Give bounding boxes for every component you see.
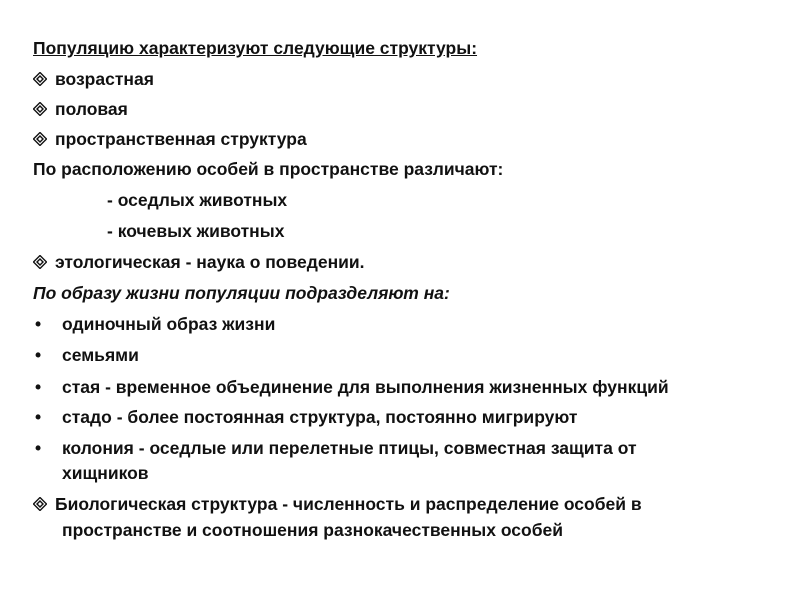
ornamental-diamond-icon [33,255,47,269]
ornamental-diamond-icon [33,72,47,86]
ornamental-diamond-icon [33,497,47,511]
bullet-dot: • [35,345,42,365]
bullet-dot: • [35,377,42,397]
structure-item-ethological [33,251,365,273]
lifestyle-item: стадо - более постоянная структура, постоянно мигрируют [62,407,578,427]
structure-item-age [33,68,154,90]
biological-structure-line1 [33,493,642,515]
bullet-dot: • [35,407,42,427]
page-title: Популяцию характеризуют следующие структуры: [33,38,478,58]
spatial-intro: По расположению особей в пространстве различают: [33,159,504,179]
structure-label: половая [55,99,128,119]
bullet-dot: • [35,438,42,458]
structure-label: этологическая - наука о поведении. [55,252,365,272]
lifestyle-item-colony-line1: колония - оседлые или перелетные птицы, совместная защита от [62,438,637,458]
spatial-type-nomadic: - кочевых животных [107,221,285,241]
lifestyle-item: стая - временное объединение для выполнения жизненных функций [62,377,669,397]
lifestyle-item-colony-line2: хищников [62,463,149,483]
bullet-dot: • [35,314,42,334]
lifestyle-intro: По образу жизни популяции подразделяют на: [33,283,450,303]
structure-item-sex [33,98,128,120]
biological-structure-line2: пространстве и соотношения разнокачественных особей [62,520,564,540]
ornamental-diamond-icon [33,132,47,146]
ornamental-diamond-icon [33,102,47,116]
structure-label: Биологическая структура - численность и распределение особей в [55,494,642,514]
structure-label: пространственная структура [55,129,307,149]
structure-item-spatial [33,128,307,150]
lifestyle-item: одиночный образ жизни [62,314,276,334]
spatial-type-sedentary: - оседлых животных [107,190,288,210]
lifestyle-item: семьями [62,345,139,365]
structure-label: возрастная [55,69,154,89]
